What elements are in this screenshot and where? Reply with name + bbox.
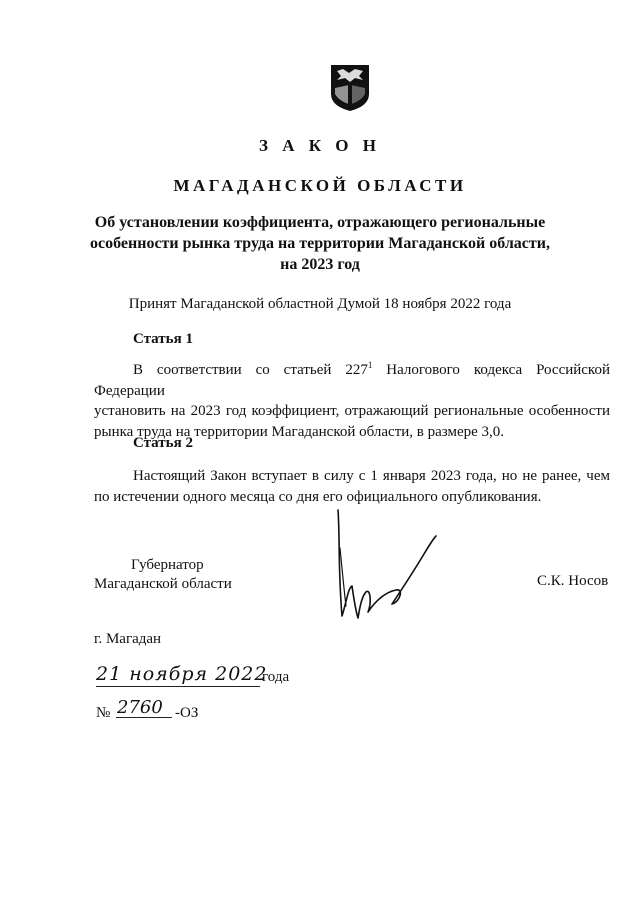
handwritten-date: 21 ноября 2022 <box>96 663 268 685</box>
signatory-name: С.К. Носов <box>537 573 609 589</box>
article-1-rest: установить на 2023 год коэффициент, отражающий региональные особенности рынка труда на территории Магаданской области, в размере 3,0. <box>94 403 610 440</box>
article-2-text <box>94 466 610 507</box>
number-underline <box>116 717 172 718</box>
article-2-heading: Статья 2 <box>133 435 193 451</box>
article-1-first-line <box>94 360 610 401</box>
number-sign: № <box>96 705 111 721</box>
city: г. Магадан <box>94 631 162 647</box>
handwritten-signature <box>330 508 440 623</box>
region-name: МАГАДАНСКОЙ ОБЛАСТИ <box>173 176 467 195</box>
coat-of-arms-icon <box>329 64 371 112</box>
article-1-text-part: В соответствии со статьей 227 <box>133 362 368 378</box>
signatory-position-line1: Губернатор <box>131 557 204 573</box>
article-2-first-line: Настоящий Закон вступает в силу с 1 января 2023 года, но не ранее, чем <box>133 468 610 484</box>
law-title-line: особенности рынка труда на территории Магаданской области, <box>90 235 550 252</box>
article-1-text-part: Налогового кодекса Российской Федерации <box>94 362 610 399</box>
document-type: З А К О Н <box>258 136 382 155</box>
article-1-text <box>94 360 610 442</box>
signatory-position-line2: Магаданской области <box>94 576 232 592</box>
handwritten-law-number: 2760 <box>117 697 163 718</box>
article-1-heading: Статья 1 <box>133 331 193 347</box>
article-1-superscript: 1 <box>367 360 373 370</box>
law-number-suffix: -ОЗ <box>175 705 199 721</box>
article-2-rest: по истечении одного месяца со дня его официального опубликования. <box>94 488 542 505</box>
law-title-line: Об установлении коэффициента, отражающего региональные <box>94 214 546 231</box>
adoption-note: Принят Магаданской областной Думой 18 ноября 2022 года <box>128 296 512 312</box>
date-suffix: года <box>262 669 290 685</box>
date-underline <box>96 686 260 687</box>
law-title-line: на 2023 год <box>280 256 360 273</box>
